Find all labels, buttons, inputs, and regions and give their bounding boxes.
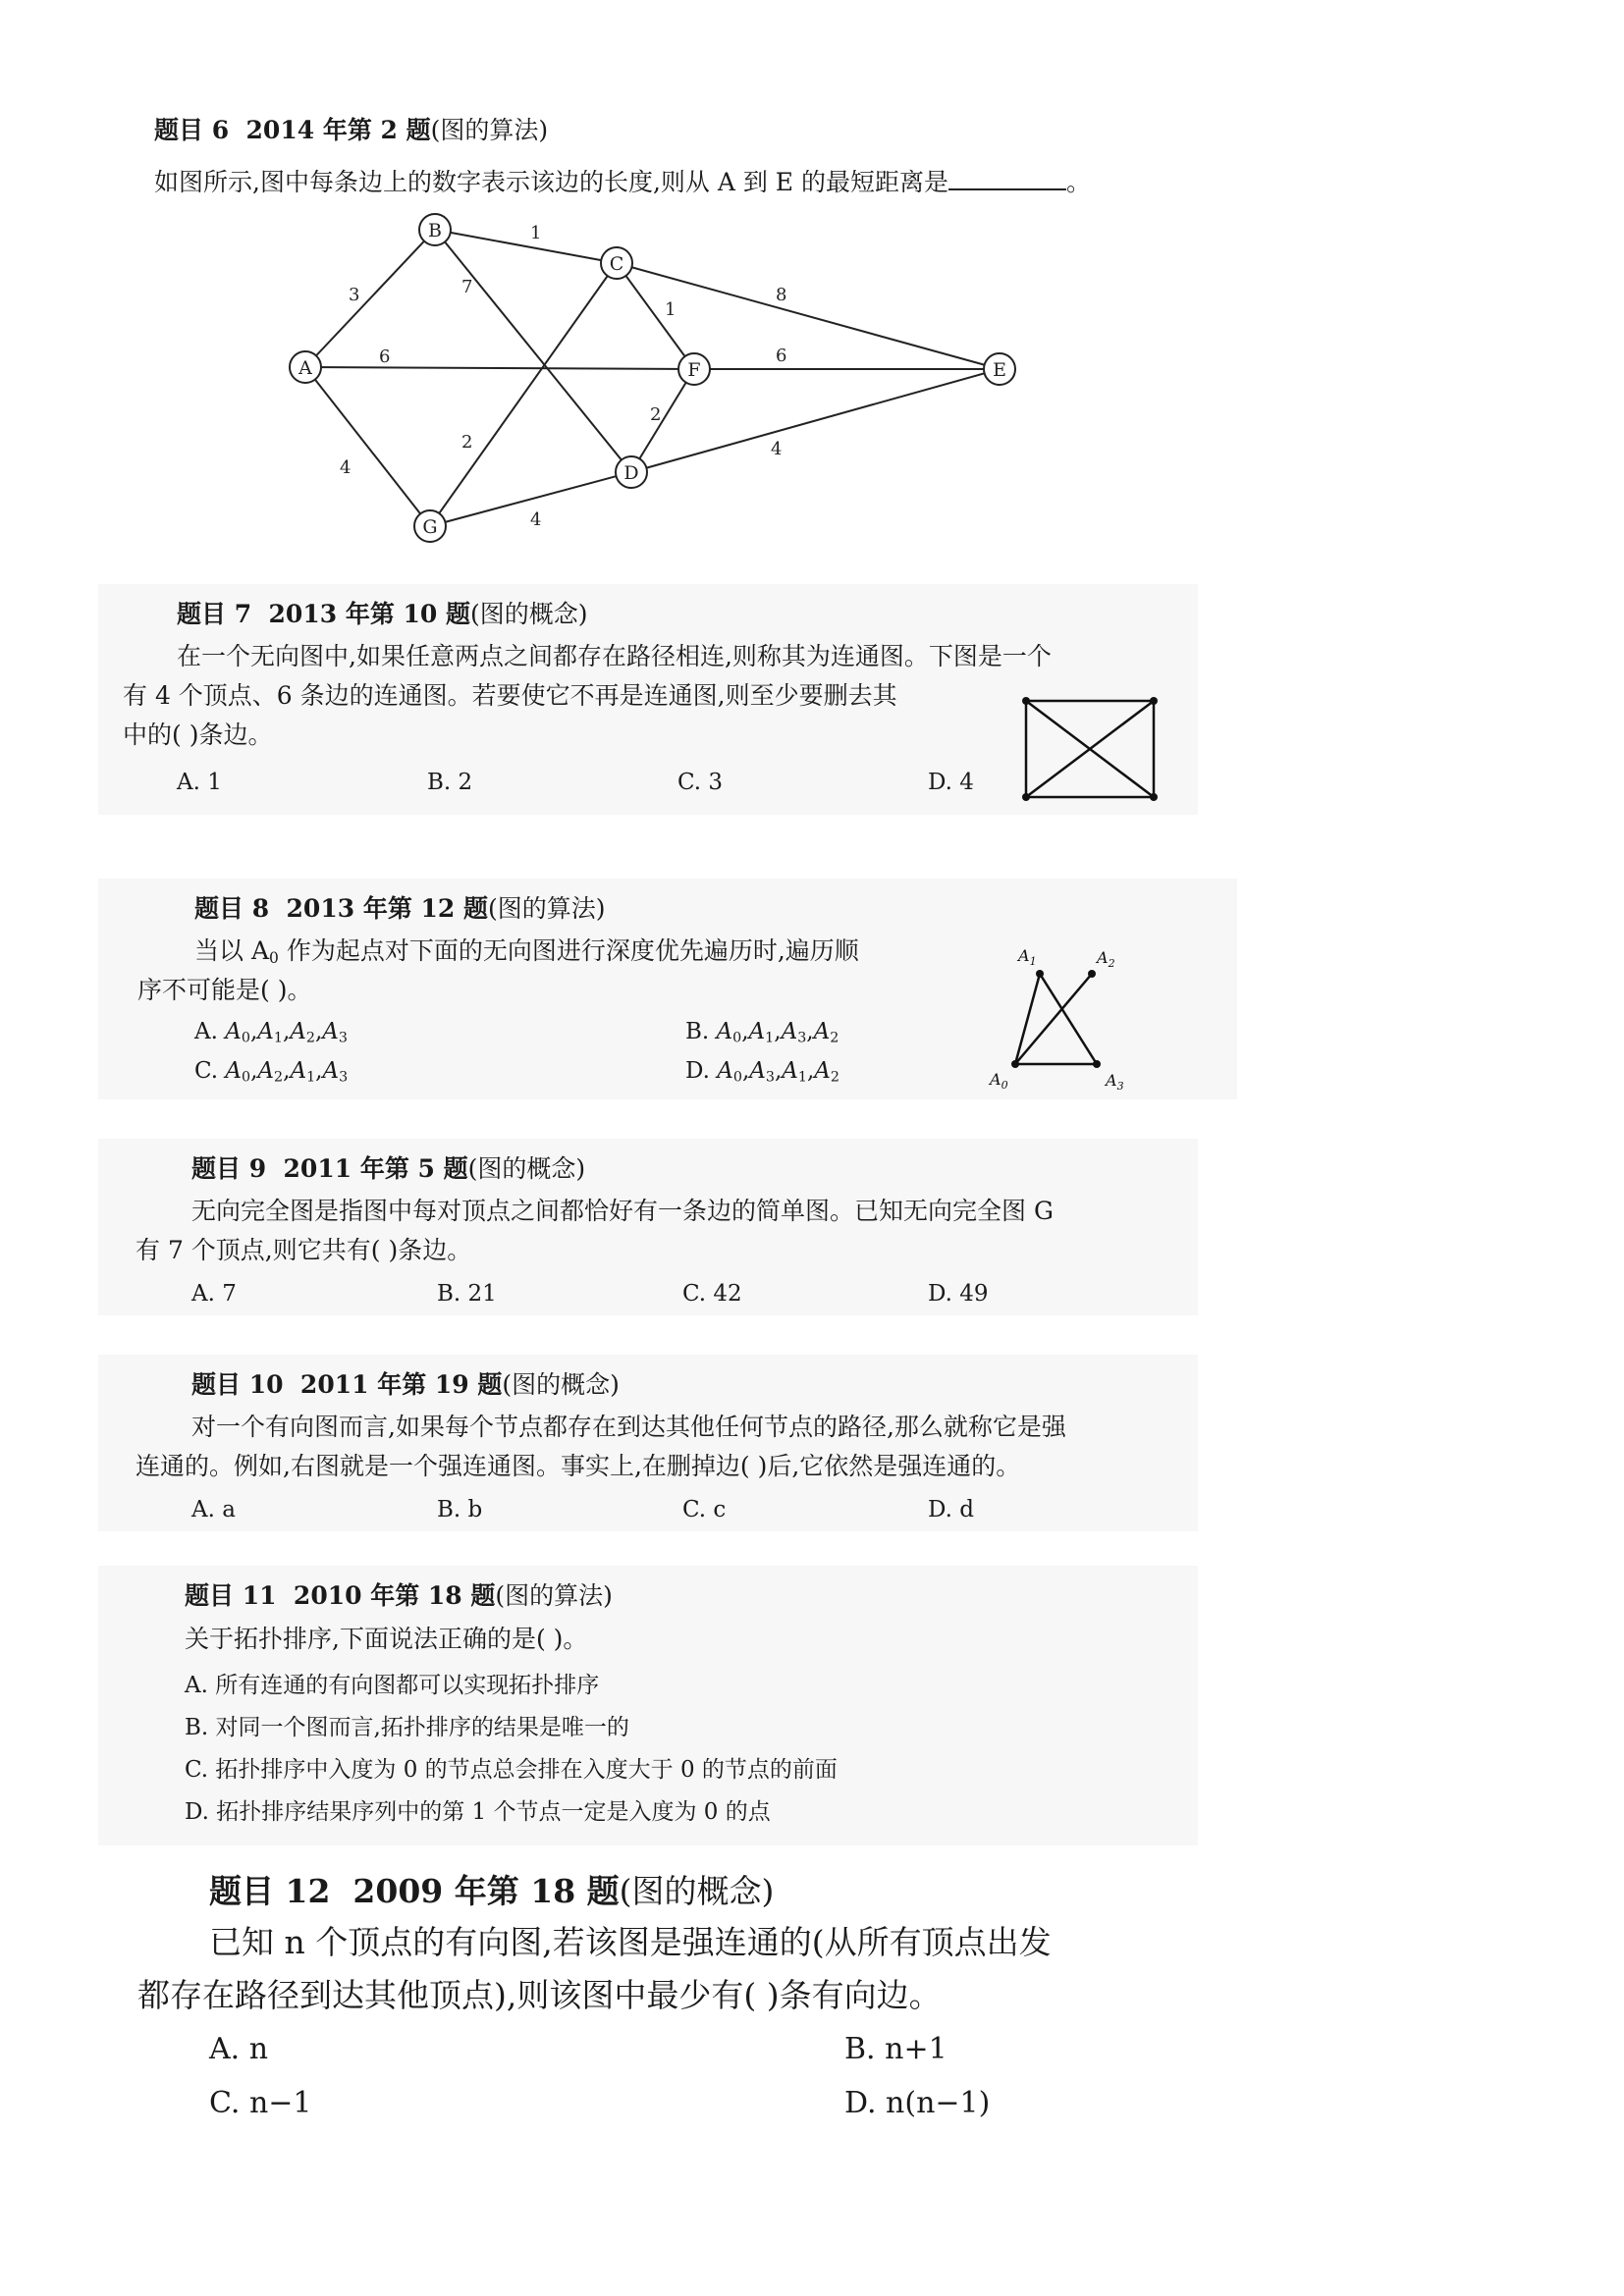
weight-G-C: 2	[461, 432, 473, 453]
weight-F-E: 6	[776, 346, 787, 366]
q8-option-b[interactable]: B. $A_0,A_1,A_3,A_2$	[685, 1019, 839, 1046]
edge-B-C	[435, 230, 617, 263]
q7-option-b[interactable]: B. 2	[427, 770, 473, 795]
svg-text:D: D	[623, 462, 639, 484]
q11-option-b[interactable]: B. 对同一个图而言,拓扑排序的结果是唯一的	[185, 1715, 629, 1740]
question-12	[0, 1855, 1624, 2150]
edge-A-G	[305, 367, 430, 526]
node-C	[601, 247, 632, 279]
q10-option-d[interactable]: D. d	[928, 1497, 974, 1522]
q10-line1: 对一个有向图而言,如果每个节点都存在到达其他任何节点的路径,那么就称它是强	[191, 1413, 1066, 1441]
q6-text: 如图所示,图中每条边上的数字表示该边的长度,则从 A 到 E 的最短距离是 。	[154, 168, 1092, 196]
question-7	[98, 584, 1198, 815]
node-B	[419, 214, 451, 245]
q7-line1: 在一个无向图中,如果任意两点之间都存在路径相连,则称其为连通图。下图是一个	[177, 642, 1052, 670]
weight-G-D: 4	[530, 509, 542, 530]
node-F	[678, 353, 710, 385]
edge-weights	[340, 223, 786, 530]
q8-option-a[interactable]: A. $A_0,A_1,A_2,A_3$	[194, 1019, 348, 1046]
q9-line2: 有 7 个顶点,则它共有( )条边。	[135, 1236, 472, 1264]
q11-option-d[interactable]: D. 拓扑排序结果序列中的第 1 个节点一定是入度为 0 的点	[185, 1799, 771, 1825]
label-A3: $A_3$	[1106, 1071, 1124, 1093]
weight-A-G: 4	[340, 457, 352, 478]
q11-title: 题目 11 2010 年第 18 题(图的算法)	[185, 1581, 613, 1610]
svg-text:G: G	[422, 516, 438, 538]
q8-line2: 序不可能是( )。	[137, 976, 312, 1004]
q12-line2: 都存在路径到达其他顶点),则该图中最少有( )条有向边。	[137, 1976, 942, 2014]
q8-option-c[interactable]: C. $A_0,A_2,A_1,A_3$	[194, 1058, 349, 1086]
question-10	[98, 1355, 1198, 1531]
edge-C-F	[617, 263, 694, 369]
question-8	[98, 879, 1237, 1099]
q7-line2: 有 4 个顶点、6 条边的连通图。若要使它不再是连通图,则至少要删去其	[123, 681, 897, 710]
q7-option-d[interactable]: D. 4	[928, 770, 974, 795]
edge-A-F	[305, 367, 694, 369]
node-E	[984, 353, 1015, 385]
q12-title: 题目 12 2009 年第 18 题(图的概念)	[209, 1872, 775, 1910]
label-A0: $A_0$	[990, 1070, 1008, 1092]
edge-G-C	[430, 263, 617, 526]
edge-D-E	[631, 369, 1000, 472]
svg-text:C: C	[609, 253, 624, 275]
weight-B-C: 1	[530, 223, 542, 243]
q7-option-c[interactable]: C. 3	[677, 770, 724, 795]
weight-A-F: 6	[379, 347, 391, 367]
q12-line1: 已知 n 个顶点的有向图,若该图是强连通的(从所有顶点出发	[209, 1923, 1052, 1961]
q11-option-c[interactable]: C. 拓扑排序中入度为 0 的节点总会排在入度大于 0 的节点的前面	[185, 1757, 838, 1783]
q10-option-c[interactable]: C. c	[682, 1497, 727, 1522]
node-D	[616, 456, 647, 488]
q8-option-d[interactable]: D. $A_0,A_3,A_1,A_2$	[685, 1058, 839, 1086]
q9-line1: 无向完全图是指图中每对顶点之间都恰好有一条边的简单图。已知无向完全图 G	[191, 1197, 1054, 1225]
weight-B-D: 7	[461, 277, 473, 297]
q7-title: 题目 7 2013 年第 10 题(图的概念)	[177, 600, 588, 628]
q9-option-b[interactable]: B. 21	[437, 1281, 497, 1307]
q8-line1: 当以 $A_0$ 作为起点对下面的无向图进行深度优先遍历时,遍历顺	[194, 936, 859, 967]
q8-graph-diagram	[982, 937, 1149, 1095]
q10-line2: 连通的。例如,右图就是一个强连通图。事实上,在删掉边( )后,它依然是强连通的。	[135, 1452, 1021, 1480]
q9-option-c[interactable]: C. 42	[682, 1281, 742, 1307]
weight-C-E: 8	[776, 285, 787, 305]
q6-title: 题目 6 2014 年第 2 题(图的算法)	[154, 116, 549, 144]
q9-option-a[interactable]: A. 7	[191, 1281, 237, 1307]
q12-option-c[interactable]: C. n−1	[209, 2086, 312, 2120]
q8-title: 题目 8 2013 年第 12 题(图的算法)	[194, 894, 606, 923]
q12-option-b[interactable]: B. n+1	[844, 2032, 947, 2066]
q9-option-d[interactable]: D. 49	[928, 1281, 989, 1307]
q10-option-a[interactable]: A. a	[191, 1497, 236, 1522]
svg-text:E: E	[993, 359, 1006, 381]
q11-option-a[interactable]: A. 所有连通的有向图都可以实现拓扑排序	[185, 1673, 600, 1698]
svg-text:A: A	[298, 357, 312, 379]
label-A1: $A_1$	[1018, 946, 1037, 968]
q11-line1: 关于拓扑排序,下面说法正确的是( )。	[185, 1625, 588, 1653]
svg-text:F: F	[687, 359, 701, 381]
label-A2: $A_2$	[1097, 948, 1115, 970]
weight-F-D: 2	[650, 404, 662, 425]
q7-line3: 中的( )条边。	[123, 721, 273, 749]
weight-A-B: 3	[349, 285, 360, 305]
node-G	[414, 510, 446, 542]
q9-title: 题目 9 2011 年第 5 题(图的概念)	[191, 1154, 586, 1183]
edge-A-B	[305, 230, 435, 367]
question-6	[0, 0, 1624, 560]
question-9	[98, 1139, 1198, 1315]
question-11	[98, 1566, 1198, 1845]
graph-nodes	[290, 214, 1015, 542]
graph-edges	[305, 230, 1000, 526]
q12-option-d[interactable]: D. n(n−1)	[844, 2086, 991, 2120]
weighted-graph-diagram	[0, 0, 1624, 560]
q7-graph-diagram	[1016, 692, 1173, 810]
q12-option-a[interactable]: A. n	[209, 2032, 269, 2066]
node-A	[290, 351, 321, 383]
q10-title: 题目 10 2011 年第 19 题(图的概念)	[191, 1370, 620, 1399]
weight-D-E: 4	[771, 439, 783, 459]
svg-text:B: B	[428, 220, 442, 241]
q10-option-b[interactable]: B. b	[437, 1497, 483, 1522]
q7-option-a[interactable]: A. 1	[177, 770, 222, 795]
weight-C-F: 1	[665, 299, 677, 320]
